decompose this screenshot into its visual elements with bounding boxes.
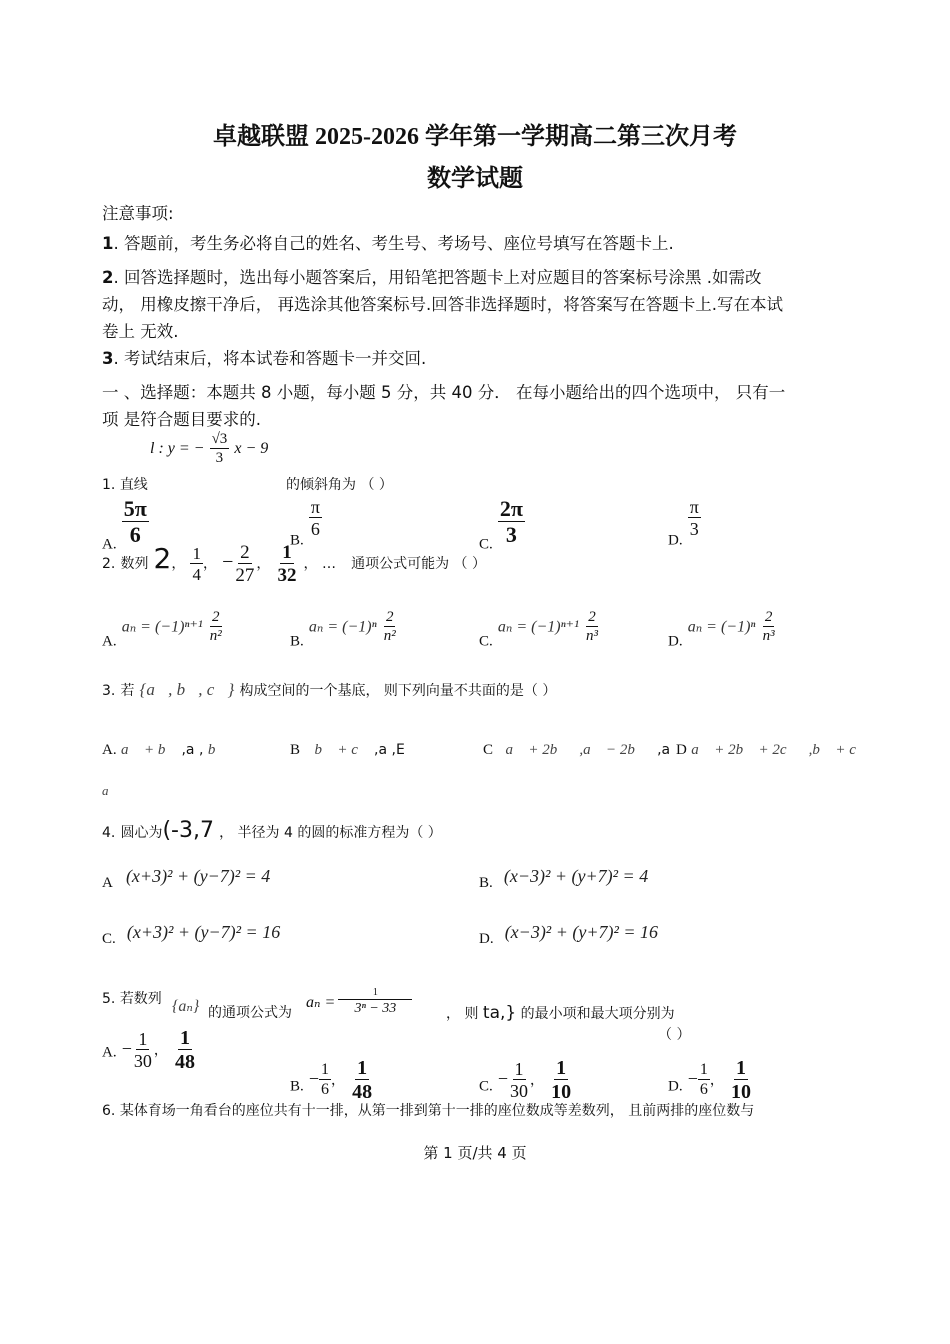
q1-option-c[interactable]: C. $\frac{2\pi}{3}$ xyxy=(479,496,523,553)
q5-option-b[interactable]: B. − $\frac{1}{6}$ ， $\frac{1}{48}$ xyxy=(290,1057,373,1103)
q5-seq: {aₙ} xyxy=(172,998,200,1015)
q1-formula: l : y = − $\frac{√3}{3}$ x − 9 xyxy=(150,431,269,466)
note-1: 1. 答题前，考生务必将自己的姓名、考生号、考场号、座位号填写在答题卡上. xyxy=(102,234,674,253)
q5-formula: aₙ = $\frac{1}{\text{3ⁿ − 33}}$ xyxy=(306,988,410,1016)
q1-option-a[interactable]: A. $\frac{5\pi}{6}$ xyxy=(102,496,147,553)
q4-option-d[interactable]: D. (x−3)² + (y+7)² = 16 xyxy=(479,922,659,947)
note-2-line2: 动， 用橡皮擦干净后， 再选涂其他答案标号.回答非选择题时，将答案写在答题卡上.写在本试 xyxy=(102,295,783,314)
note-2-line3: 卷上 无效. xyxy=(102,322,179,341)
q3-option-b[interactable]: B b⃗ + c⃗ ,a ,E xyxy=(290,742,405,758)
q5-option-d[interactable]: D. − $\frac{1}{6}$ ， $\frac{1}{10}$ xyxy=(668,1057,751,1103)
q2-option-b[interactable]: B. aₙ = (−1)ⁿ $\frac{2}{\text{n²}}$ xyxy=(290,609,396,650)
q1-option-d[interactable]: D. $\frac{\pi}{3}$ xyxy=(668,497,699,549)
q1-question: 的倾斜角为 （ ） xyxy=(286,477,393,493)
q6-stem: 6. 某体育场一角看台的座位共有十一排，从第一排到第十一排的座位数成等差数列， 且前两排的座位数与 xyxy=(102,1103,755,1119)
q3-option-a[interactable]: A. a⃗ + b⃗ ,a , b⃗ xyxy=(102,742,228,758)
q1-option-b[interactable]: B. $\frac{\pi}{6}$ xyxy=(290,497,320,549)
q2-option-a[interactable]: A. aₙ = (−1)ⁿ⁺¹ $\frac{2}{\text{n²}}$ xyxy=(102,609,222,650)
q4-option-a[interactable]: A (x+3)² + (y−7)² = 4 xyxy=(102,866,271,891)
q5-option-c[interactable]: C. − $\frac{1}{30}$ ， $\frac{1}{10}$ xyxy=(479,1057,572,1103)
q3-option-d[interactable]: D a⃗ + 2b⃗ + 2c⃗ ,b⃗ + c⃗ xyxy=(676,742,868,758)
q5-paren: （ ） xyxy=(658,1027,691,1043)
exam-subtitle: 数学试题 xyxy=(427,164,523,192)
q5-option-a[interactable]: A. − $\frac{1}{30}$ ， $\frac{1}{48}$ xyxy=(102,1027,195,1073)
q2-option-c[interactable]: C. aₙ = (−1)ⁿ⁺¹ $\frac{2}{\text{n³}}$ xyxy=(479,609,598,650)
section1-line1: 一 、选择题：本题共 8 小题，每小题 5 分，共 40 分． 在每小题给出的四个选项中， 只有一 xyxy=(102,383,786,402)
section1-line2: 项 是符合题目要求的. xyxy=(102,410,261,429)
q5-mid-text: 的通项公式为 xyxy=(208,1005,292,1021)
q2-option-d[interactable]: D. aₙ = (−1)ⁿ $\frac{2}{\text{n³}}$ xyxy=(668,609,775,650)
q5-stem-start: 5. 若数列 xyxy=(102,991,162,1007)
q4-stem: 4. 圆心为(-3,7 ， 半径为 4 的圆的标准方程为（ ） xyxy=(102,818,442,843)
exam-title: 卓越联盟 2025-2026 学年第一学期高二第三次月考 xyxy=(213,124,737,150)
q5-then: ， 则 ta,} 的最小项和最大项分别为 xyxy=(446,1003,675,1023)
note-2-line1: 2. 回答选择题时，选出每小题答案后，用铅笔把答题卡上对应题目的答案标号涂黑 .如需改 xyxy=(102,268,762,287)
q1-stem: 1. 直线 xyxy=(102,477,148,493)
q3-stem: 3. 若 {a⃗, b⃗, c⃗} 构成空间的一个基底， 则下列向量不共面的是（ ） xyxy=(102,680,557,699)
note-3: 3. 考试结束后，将本试卷和答题卡一并交回. xyxy=(102,349,427,368)
q2-stem: 2. 数列 2， $\frac{1}{4}$ ， − $\frac{2}{27}$ ， $\frac{1}{32}$ ， … 通项公式可能为 （ ） xyxy=(102,541,486,586)
notes-heading: 注意事项: xyxy=(102,204,174,223)
q4-option-c[interactable]: C. (x+3)² + (y−7)² = 16 xyxy=(102,922,281,947)
q3-option-a-extra: a⃗ xyxy=(102,783,119,798)
page-footer: 第 1 页/共 4 页 xyxy=(423,1144,527,1162)
q4-option-b[interactable]: B. (x−3)² + (y+7)² = 4 xyxy=(479,866,649,891)
q3-option-c[interactable]: C a⃗ + 2b⃗ ,a⃗ − 2b⃗ ,a xyxy=(483,742,671,758)
